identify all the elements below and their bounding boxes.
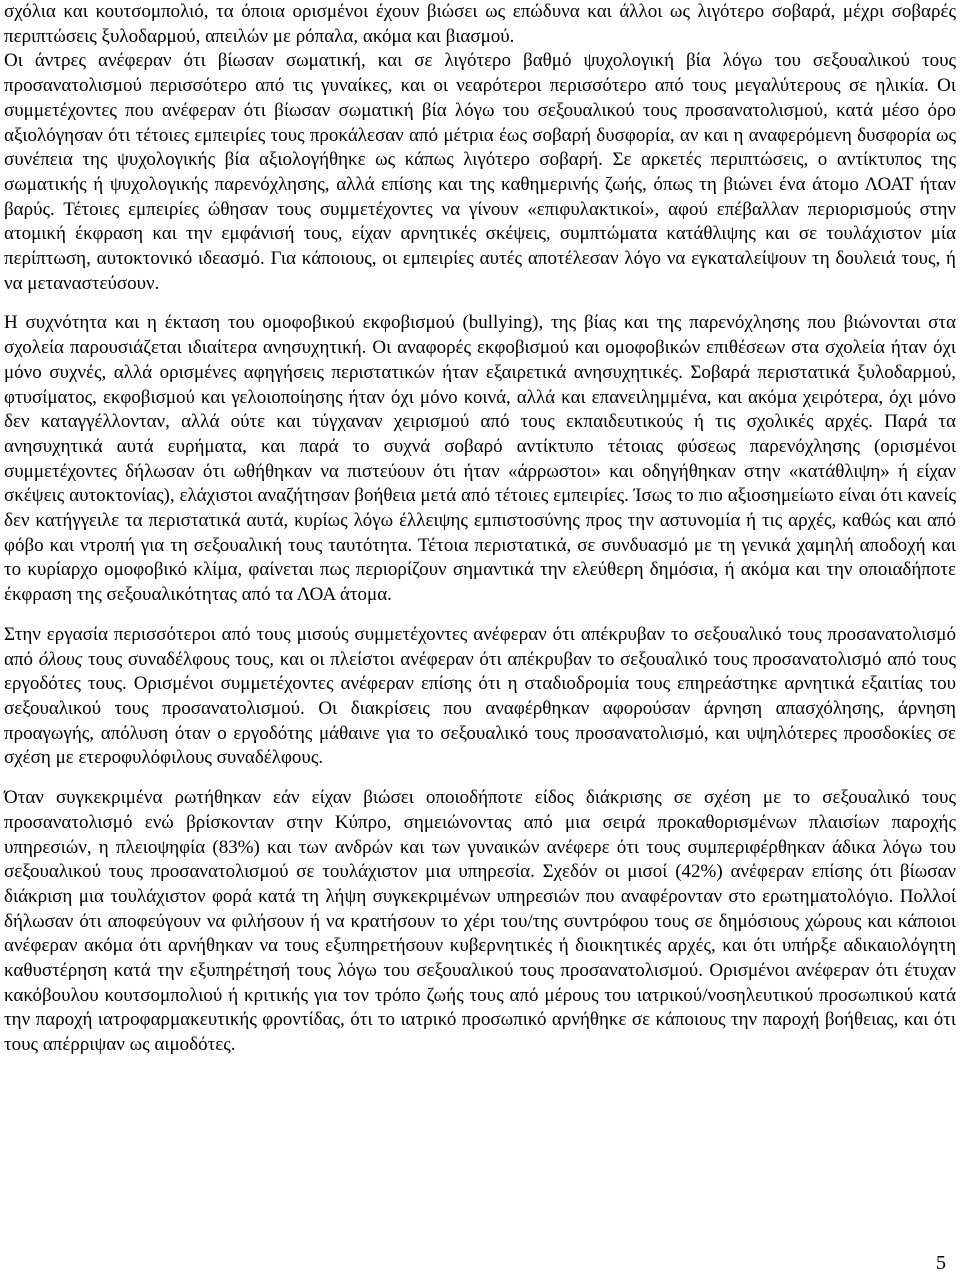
paragraph-spacer bbox=[4, 608, 956, 623]
paragraph-5: Όταν συγκεκριμένα ρωτήθηκαν εάν είχαν βιώσει οποιοδήποτε είδος διάκρισης σε σχέση με το σεξουαλικό τους προσανατολισμό ενώ βρίσκονταν στην Κύπρο, σημειώνοντας από μια σειρά προκαθορισμένων πλαισίων παροχής υπηρεσιών, η πλειοψηφία (83%) και των ανδρών και των γυναικών ανέφερε ότι τους συμπεριφέρθηκαν άδικα λόγω του σεξουαλικού τους προσανατολισμού σε τουλάχιστον μια υπηρεσία. Σχεδόν οι μισοί (42%) ανέφεραν επίσης ότι βίωσαν διάκριση μια τουλάχιστον φορά κατά τη λήψη συγκεκριμένων υπηρεσιών που αναφέρονταν στο ερωτηματολόγιο. Πολλοί δήλωσαν ότι αποφεύγουν να φιλήσουν ή να κρατήσουν το χέρι του/της συντρόφου τους σε δημόσιους χώρους και κάποιοι ανέφεραν ακόμα ότι αρνήθηκαν να τους εξυπηρετήσουν κυβερνητικές ή διοικητικές αρχές, και ότι υπήρξε αδικαιολόγητη καθυστέρηση κατά την εξυπηρέτησή τους λόγω του σεξουαλικού τους προσανατολισμού. Ορισμένοι ανέφεραν ότι έτυχαν κακόβουλου κουτσομπολιού ή κριτικής για τον τρόπο ζωής τους από μέρους του ιατρικού/νοσηλευτικού προσωπικού κατά την παροχή ιατροφαρμακευτικής φροντίδας, ότι το ιατρικό προσωπικό αρνήθηκε σε κάποιους την παροχή βοήθειας, και ότι τους απέρριψαν ως αιμοδότες. bbox=[4, 787, 956, 1056]
paragraph-spacer bbox=[4, 771, 956, 786]
paragraph-4 bbox=[4, 623, 956, 771]
paragraph-spacer bbox=[4, 296, 956, 311]
document-page bbox=[4, 0, 956, 1281]
paragraph-3: Η συχνότητα και η έκταση του ομοφοβικού εκφοβισμού (bullying), της βίας και της παρενόχλησης που βιώνονται στα σχολεία παρουσιάζεται ιδιαίτερα ανησυχητική. Οι αναφορές εκφοβισμού και ομοφοβικών επιθέσεων στα σχολεία ήταν όχι μόνο συχνές, αλλά ορισμένες αφηγήσεις περιστατικών ήταν εξαιρετικά ανησυχητικές. Σοβαρά περιστατικά ξυλοδαρμού, φτυσίματος, εκφοβισμού και γελοιοποίησης ήταν όχι μόνο κοινά, αλλά και επανειλημμένα, και ακόμα χειρότερα, όχι μόνο δεν καταγγέλλονταν, αλλά ούτε και τύγχαναν χειρισμού από τους εκπαιδευτικούς ή τις σχολικές αρχές. Παρά τα ανησυχητικά αυτά ευρήματα, και παρά το συχνά σοβαρό αντίκτυπο τέτοιας φύσεως παρενόχλησης (ορισμένοι συμμετέχοντες δήλωσαν ότι ωθήθηκαν να πιστεύουν ότι ήταν «άρρωστοι» και οδηγήθηκαν στην «κατάθλιψη» ή είχαν σκέψεις αυτοκτονίας), ελάχιστοι αναζήτησαν βοήθεια μετά από τέτοιες εμπειρίες. Ίσως το πιο αξιοσημείωτο είναι ότι κανείς δεν κατήγγειλε τα περιστατικά αυτά, κυρίως λόγω έλλειψης εμπιστοσύνης προς την αστυνομία ή τις αρχές, καθώς και από φόβο και ντροπή για τη σεξουαλική τους ταυτότητα. Τέτοια περιστατικά, σε συνδυασμό με τη γενικά χαμηλή αποδοχή και το κυρίαρχο ομοφοβικό κλίμα, φαίνεται πως περιορίζουν σημαντικά την ελεύθερη δημόσια, ή ακόμα και την οποιαδήποτε έκφραση της σεξουαλικότητας από τα ΛΟΑ άτομα. bbox=[4, 312, 956, 606]
paragraph-2: Οι άντρες ανέφεραν ότι βίωσαν σωματική, και σε λιγότερο βαθμό ψυχολογική βία λόγω του σεξουαλικού τους προσανατολισμού περισσότερο από τις γυναίκες, και οι νεαρότεροι περισσότερο από τους μεγαλύτερους σε ηλικία. Οι συμμετέχοντες που ανέφεραν ότι βίωσαν σωματική βία λόγω του σεξουαλικού τους προσανατολισμού, κατά μέσο όρο αξιολόγησαν ότι τέτοιες εμπειρίες τους προκάλεσαν από μέτρια έως σοβαρή δυσφορία, αν και η αναφερόμενη δυσφορία ως συνέπεια της ψυχολογικής βία αξιολογήθηκε ως κάπως λιγότερο σοβαρή. Σε αρκετές περιπτώσεις, ο αντίκτυπος της σωματικής ή ψυχολογικής παρενόχλησης, αλλά επίσης και της καθημερινής ζωής, όπως τη βιώνει ένα άτομο ΛΟΑΤ ήταν βαρύς. Τέτοιες εμπειρίες ώθησαν τους συμμετέχοντες να γίνουν «επιφυλακτικοί», αφού επέβαλλαν περιορισμούς στην ατομική έκφραση και την εμφάνισή τους, είχαν αρνητικές σκέψεις, συμπτώματα κατάθλιψης και σε τουλάχιστον μία περίπτωση, αυτοκτονικό ιδεασμό. Για κάποιους, οι εμπειρίες αυτές αποτέλεσαν λόγο να εγκαταλείψουν τη δουλειά τους, ή να μεταναστεύσουν. bbox=[4, 50, 956, 294]
paragraph-4-text-start: Στην εργασία περισσότεροι από τους μισούς συμμετέχοντες ανέφεραν ότι απέκρυβαν το σεξουαλικό τους προσανατολισμό από bbox=[4, 623, 956, 670]
paragraph-4-emphasis: όλους bbox=[38, 648, 83, 670]
paragraph-4-text-end: τους συναδέλφους τους, και οι πλείστοι ανέφεραν ότι απέκρυβαν το σεξουαλικό τους προσανατολισμό από τους εργοδότες τους. Ορισμένοι συμμετέχοντες ανέφεραν επίσης ότι η σταδιοδρομία τους επηρεάστηκε αρνητικά εξαιτίας του σεξουαλικού τους προσανατολισμού. Οι διακρίσεις που αναφέρθηκαν αφορούσαν άρνηση απασχόλησης, άρνηση προαγωγής, απόλυση όταν ο εργοδότης μάθαινε για το σεξουαλικό τους προσανατολισμό, και υψηλότερες προσδοκίες σε σχέση με ετεροφυλόφιλους συναδέλφους. bbox=[4, 648, 956, 769]
paragraph-1: σχόλια και κουτσομπολιό, τα όποια ορισμένοι έχουν βιώσει ως επώδυνα και άλλοι ως λιγότερο σοβαρά, μέχρι σοβαρές περιπτώσεις ξυλοδαρμού, απειλών με ρόπαλα, ακόμα και βιασμού. bbox=[4, 1, 956, 47]
page-number: 5 bbox=[936, 1252, 946, 1274]
